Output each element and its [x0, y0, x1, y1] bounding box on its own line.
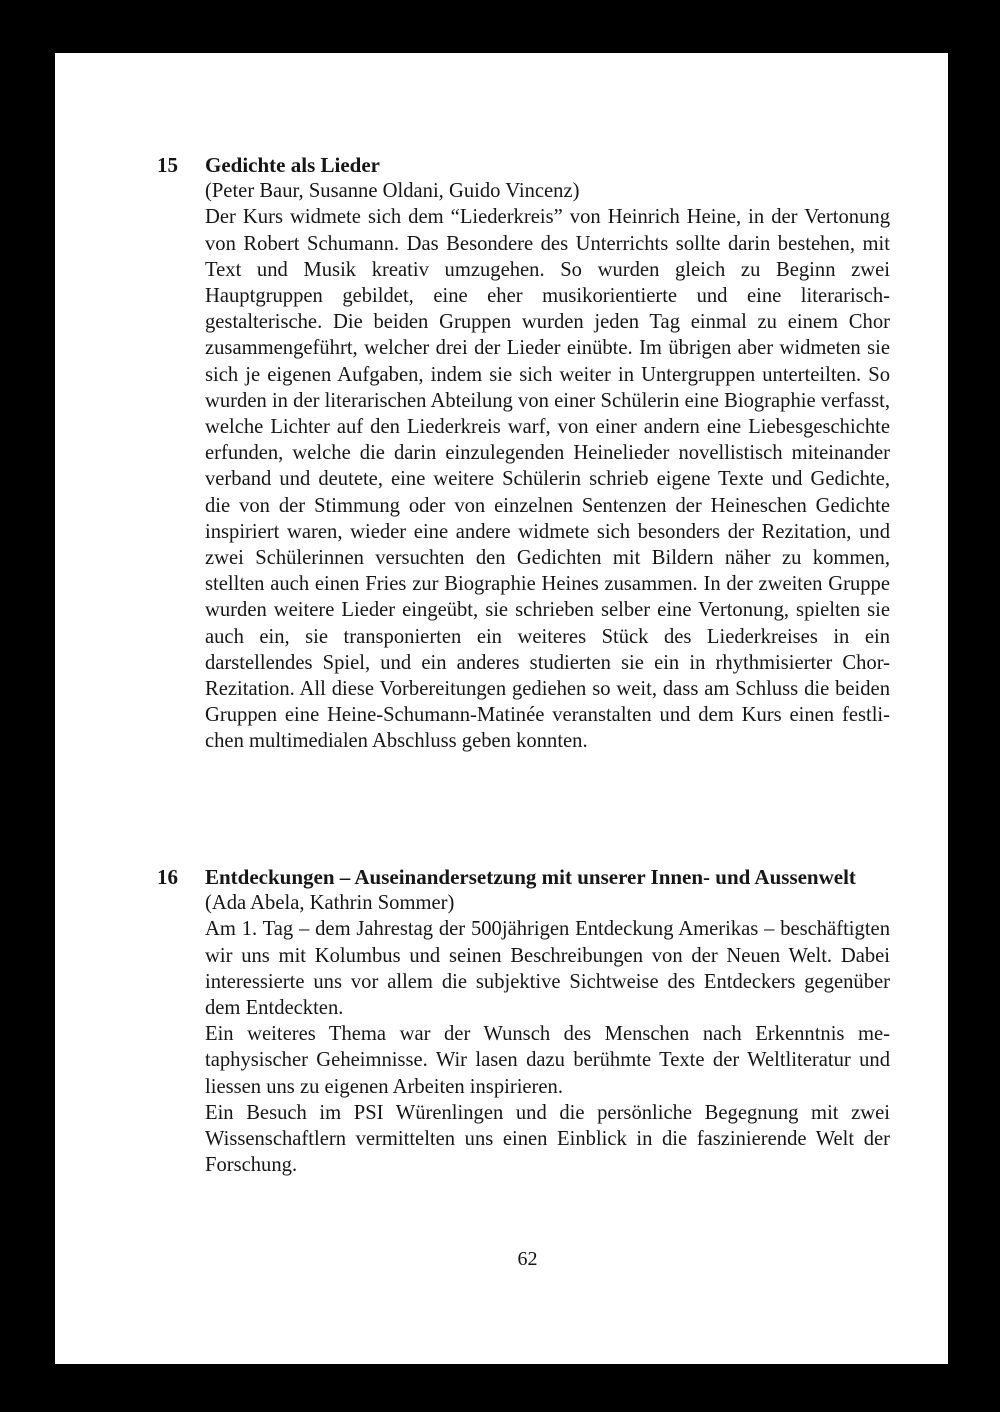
document-page [55, 53, 948, 1364]
paragraph: Der Kurs widmete sich dem “Liederkreis” von Heinrich Heine, in der Vertonung von Robert Schumann. Das Besondere des Unterrichts sollte darin bestehen, mit Text und Musik kreativ umzugehen. So wurden gleich zu Beginn zwei Hauptgruppen gebildet, eine eher musikorientierte und eine literarisch-gestalterische. Die beiden Gruppen wurden jeden Tag einmal zu einem Chor zusammengeführt, welcher drei der Lieder einübte. Im übrigen aber widmeten sie sich je eigenen Aufgaben, indem sie sich weiter in Untergruppen unterteilten. So wurden in der literarischen Abteilung von einer Schülerin eine Biographie verfasst, welche Lichter auf den Liederkreis warf, von einer andern eine Liebesgeschichte erfunden, welche die darin einzulegenden Heinelieder novellistisch miteinander verband und deutete, eine weitere Schülerin schrieb eigene Texte und Gedichte, die von der Stimmung oder von einzelnen Sentenzen der Heineschen Gedichte inspiriert waren, wieder eine andere widmete sich besonders der Rezitation, und zwei Schülerinnen versuchten den Gedichten mit Bildern näher zu kommen, stellten auch einen Fries zur Biographie Heines zusammen. In der zweiten Gruppe wurden weitere Lieder eingeübt, sie schrieben selber eine Vertonung, spielten sie auch ein, sie transponierten ein weiteres Stück des Liederkreises in ein darstellendes Spiel, und ein anderes studierten sie ein in rhythmisierter Chor-Rezitation. All diese Vorbereitungen gediehen so weit, dass am Schluss die beiden Gruppen eine Heine-Schumann-Matinée veranstalten und dem Kurs einen festlichen multimedialen Abschluss geben konnten. [205, 206, 890, 753]
section-number: 16 [157, 865, 178, 889]
section-body [205, 152, 890, 755]
paragraph: Am 1. Tag – dem Jahrestag der 500jährigen Entdeckung Amerikas – beschäftigten wir uns mit Kolumbus und seinen Beschreibungen von der Neuen Welt. Dabei interessierte uns vor allem die subjektive Sichtweise des Entdeckers gegenüber dem Entdeckten. [205, 918, 890, 1020]
paragraph: Ein weiteres Thema war der Wunsch des Menschen nach Erkenntnis metaphysischer Geheimnisse. Wir lasen dazu berühmte Texte der Weltliteratur und liessen uns zu eigenen Arbeiten inspirieren. [205, 1023, 890, 1098]
page-number: 62 [517, 1248, 538, 1270]
section-authors: (Peter Baur, Susanne Oldani, Guido Vincenz) [205, 180, 580, 203]
paragraph: Ein Besuch im PSI Würenlingen und die persönliche Begegnung mit zwei Wissenschaftlern vermittelten uns einen Einblick in die faszinierende Welt der Forschung. [205, 1101, 890, 1177]
section-body [205, 864, 890, 1178]
section-authors: (Ada Abela, Kathrin Sommer) [205, 892, 455, 915]
section-title: Gedichte als Lieder [205, 153, 380, 177]
section-number: 15 [157, 153, 178, 177]
section-title: Entdeckungen – Auseinandersetzung mit unserer Innen- und Aussenwelt [205, 865, 856, 889]
